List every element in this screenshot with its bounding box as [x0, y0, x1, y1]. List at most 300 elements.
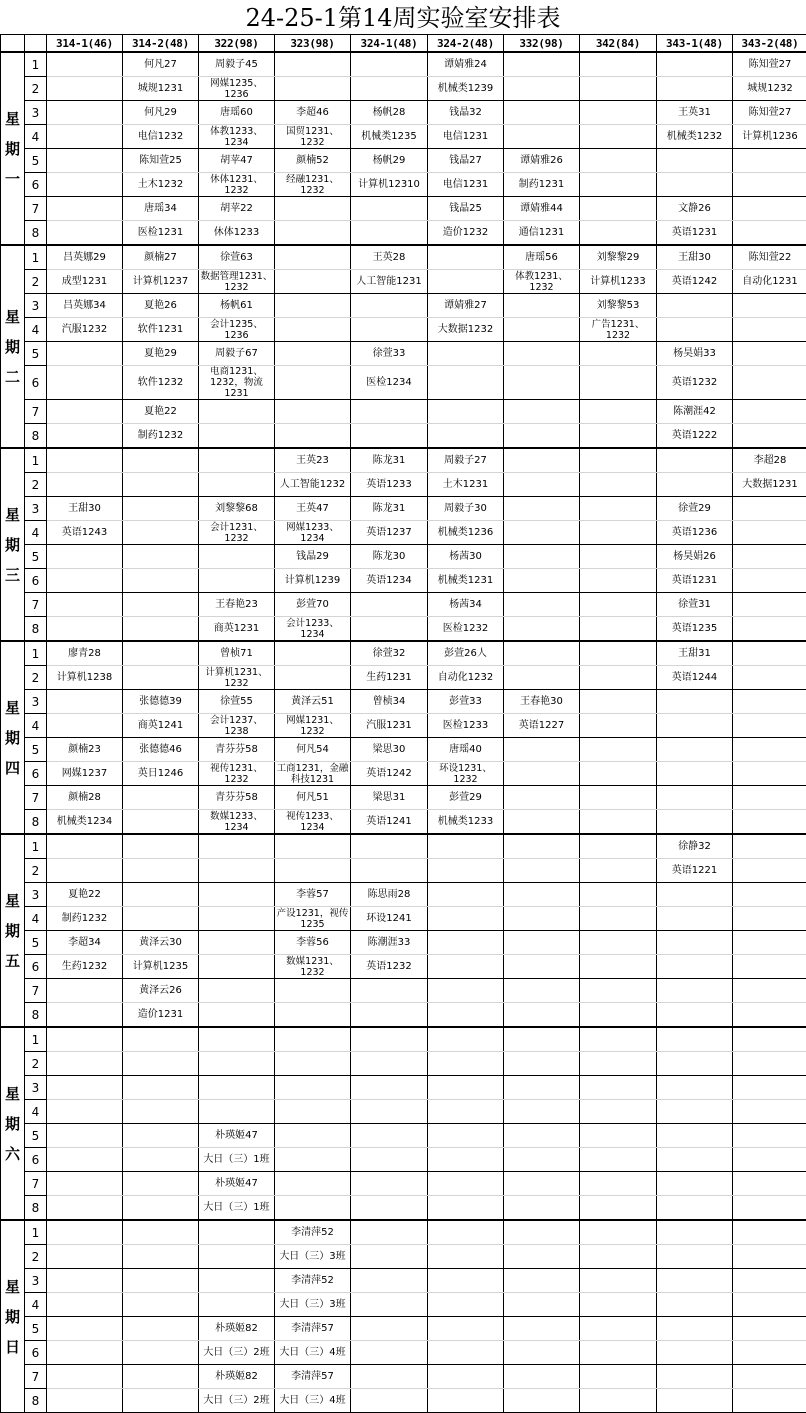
- teacher-cell: [428, 979, 504, 1003]
- period-row: [1, 270, 806, 294]
- teacher-cell: 彭萱26人: [428, 641, 504, 666]
- class-cell: [733, 1148, 806, 1172]
- teacher-cell: [580, 690, 657, 714]
- class-cell: [351, 424, 428, 449]
- class-cell: 土木1231: [428, 473, 504, 497]
- period-row: [1, 617, 806, 642]
- class-cell: [47, 1341, 123, 1365]
- lab-schedule-table: [0, 34, 806, 1413]
- teacher-cell: [47, 979, 123, 1003]
- teacher-cell: [733, 931, 806, 955]
- teacher-cell: [275, 400, 351, 424]
- class-cell: [351, 77, 428, 101]
- class-cell: [123, 1293, 199, 1317]
- teacher-cell: 胡苹47: [199, 149, 275, 173]
- class-cell: 计算机1239: [275, 569, 351, 593]
- teacher-cell: [580, 738, 657, 762]
- teacher-cell: 杨帆28: [351, 101, 428, 125]
- teacher-cell: 谭婧雅44: [504, 197, 580, 221]
- teacher-cell: [504, 342, 580, 366]
- teacher-cell: [428, 834, 504, 859]
- class-cell: [504, 1003, 580, 1028]
- teacher-cell: [428, 400, 504, 424]
- class-cell: [657, 1293, 733, 1317]
- teacher-cell: 梁思30: [351, 738, 428, 762]
- class-cell: [199, 1293, 275, 1317]
- teacher-cell: [504, 545, 580, 569]
- class-cell: [657, 473, 733, 497]
- period-number: 8: [25, 221, 47, 246]
- period-row: [1, 859, 806, 883]
- teacher-cell: [580, 1317, 657, 1341]
- teacher-cell: [123, 448, 199, 473]
- class-cell: 环设1241: [351, 907, 428, 931]
- teacher-cell: 陈思雨28: [351, 883, 428, 907]
- teacher-cell: [733, 1027, 806, 1052]
- period-number: 7: [25, 400, 47, 424]
- teacher-cell: [351, 834, 428, 859]
- teacher-cell: 谭婧雅27: [428, 294, 504, 318]
- class-cell: [580, 810, 657, 835]
- teacher-cell: [47, 834, 123, 859]
- class-cell: [47, 1196, 123, 1221]
- class-cell: 休体1233: [199, 221, 275, 246]
- class-cell: [275, 318, 351, 342]
- class-cell: 制药1232: [123, 424, 199, 449]
- class-cell: 大日（三）1班: [199, 1196, 275, 1221]
- class-cell: [657, 1245, 733, 1269]
- teacher-cell: [199, 448, 275, 473]
- class-cell: 网媒1233、1234: [275, 521, 351, 545]
- class-cell: [351, 1196, 428, 1221]
- class-cell: 造价1231: [123, 1003, 199, 1028]
- teacher-cell: [657, 931, 733, 955]
- teacher-cell: [351, 197, 428, 221]
- class-cell: 英语1231: [657, 569, 733, 593]
- period-number: 7: [25, 979, 47, 1003]
- teacher-cell: [504, 593, 580, 617]
- period-number: 6: [25, 1341, 47, 1365]
- class-cell: 生药1232: [47, 955, 123, 979]
- class-cell: [275, 1100, 351, 1124]
- teacher-cell: [199, 400, 275, 424]
- teacher-cell: 杨昊娟33: [657, 342, 733, 366]
- teacher-cell: 唐瑶56: [504, 245, 580, 270]
- teacher-cell: [47, 690, 123, 714]
- teacher-cell: [123, 1172, 199, 1196]
- period-row: [1, 762, 806, 786]
- period-number: 5: [25, 1124, 47, 1148]
- room-header-row: [1, 35, 806, 53]
- teacher-cell: 黄泽云26: [123, 979, 199, 1003]
- period-row: [1, 1196, 806, 1221]
- teacher-cell: [733, 197, 806, 221]
- teacher-cell: [428, 1220, 504, 1245]
- period-number: 2: [25, 1245, 47, 1269]
- teacher-cell: [275, 52, 351, 77]
- class-cell: [428, 1341, 504, 1365]
- period-row: [1, 448, 806, 473]
- period-row: [1, 473, 806, 497]
- teacher-cell: [580, 1124, 657, 1148]
- period-number: 3: [25, 497, 47, 521]
- class-cell: [199, 1245, 275, 1269]
- class-cell: 国贸1231、1232: [275, 125, 351, 149]
- period-row: [1, 366, 806, 400]
- class-cell: [733, 762, 806, 786]
- teacher-cell: [123, 497, 199, 521]
- teacher-cell: [580, 593, 657, 617]
- class-cell: [47, 569, 123, 593]
- period-row: [1, 1148, 806, 1172]
- period-row: [1, 1172, 806, 1196]
- class-cell: [580, 221, 657, 246]
- teacher-cell: [47, 545, 123, 569]
- teacher-cell: 陈知萱27: [733, 101, 806, 125]
- class-cell: [733, 955, 806, 979]
- teacher-cell: [657, 448, 733, 473]
- period-row: [1, 1124, 806, 1148]
- class-cell: [123, 1341, 199, 1365]
- teacher-cell: 李超46: [275, 101, 351, 125]
- class-cell: [47, 617, 123, 642]
- teacher-cell: [275, 979, 351, 1003]
- teacher-cell: [199, 1220, 275, 1245]
- class-cell: [580, 424, 657, 449]
- class-cell: [657, 1341, 733, 1365]
- teacher-cell: 杨帆29: [351, 149, 428, 173]
- class-cell: [657, 810, 733, 835]
- period-row: [1, 1003, 806, 1028]
- teacher-cell: 文静26: [657, 197, 733, 221]
- teacher-cell: 周毅子67: [199, 342, 275, 366]
- teacher-cell: 陈龙30: [351, 545, 428, 569]
- class-cell: [733, 617, 806, 642]
- teacher-cell: [733, 342, 806, 366]
- teacher-cell: 王英31: [657, 101, 733, 125]
- teacher-cell: [199, 931, 275, 955]
- teacher-cell: [351, 294, 428, 318]
- teacher-cell: [504, 1220, 580, 1245]
- room-header: 322(98): [199, 35, 275, 53]
- class-cell: [733, 569, 806, 593]
- class-cell: [47, 859, 123, 883]
- class-cell: [580, 955, 657, 979]
- period-number: 3: [25, 101, 47, 125]
- period-row: [1, 690, 806, 714]
- class-cell: [428, 1389, 504, 1413]
- class-cell: 工商1231，金融科技1231: [275, 762, 351, 786]
- teacher-cell: 夏艳22: [47, 883, 123, 907]
- class-cell: 医检1232: [428, 617, 504, 642]
- class-cell: 英语1234: [351, 569, 428, 593]
- period-row: [1, 1220, 806, 1245]
- teacher-cell: [47, 342, 123, 366]
- class-cell: [199, 424, 275, 449]
- teacher-cell: [275, 1076, 351, 1100]
- room-header: 323(98): [275, 35, 351, 53]
- period-number: 8: [25, 810, 47, 835]
- period-row: [1, 883, 806, 907]
- period-number: 6: [25, 1148, 47, 1172]
- period-row: [1, 101, 806, 125]
- teacher-cell: [351, 1269, 428, 1293]
- class-cell: 大数据1232: [428, 318, 504, 342]
- period-number: 2: [25, 666, 47, 690]
- teacher-cell: [733, 979, 806, 1003]
- period-number: 3: [25, 1269, 47, 1293]
- day-label: 星期五: [1, 834, 25, 1027]
- class-cell: [47, 125, 123, 149]
- teacher-cell: 刘黎黎68: [199, 497, 275, 521]
- class-cell: 英语1222: [657, 424, 733, 449]
- teacher-cell: 谭婧雅26: [504, 149, 580, 173]
- period-row: [1, 1245, 806, 1269]
- class-cell: 制药1231: [504, 173, 580, 197]
- period-row: [1, 666, 806, 690]
- teacher-cell: [657, 1269, 733, 1293]
- period-row: [1, 738, 806, 762]
- teacher-cell: [47, 1076, 123, 1100]
- class-cell: 英语1221: [657, 859, 733, 883]
- class-cell: [47, 1148, 123, 1172]
- teacher-cell: [351, 1365, 428, 1389]
- teacher-cell: [657, 1027, 733, 1052]
- teacher-cell: [504, 294, 580, 318]
- teacher-cell: [580, 1220, 657, 1245]
- teacher-cell: 唐瑶40: [428, 738, 504, 762]
- teacher-cell: [580, 883, 657, 907]
- teacher-cell: [123, 883, 199, 907]
- teacher-cell: [428, 1027, 504, 1052]
- class-cell: [657, 714, 733, 738]
- class-cell: [351, 617, 428, 642]
- class-cell: 大数据1231: [733, 473, 806, 497]
- teacher-cell: [657, 1220, 733, 1245]
- class-cell: [504, 1052, 580, 1076]
- teacher-cell: [580, 197, 657, 221]
- class-cell: 成型1231: [47, 270, 123, 294]
- teacher-cell: [275, 834, 351, 859]
- period-row: [1, 810, 806, 835]
- teacher-cell: 夏艳22: [123, 400, 199, 424]
- teacher-cell: [580, 149, 657, 173]
- class-cell: [275, 1003, 351, 1028]
- class-cell: [428, 1003, 504, 1028]
- period-number: 2: [25, 473, 47, 497]
- class-cell: 机械类1235: [351, 125, 428, 149]
- teacher-cell: 陈潮涯42: [657, 400, 733, 424]
- class-cell: [351, 859, 428, 883]
- class-cell: 机械类1239: [428, 77, 504, 101]
- class-cell: [47, 714, 123, 738]
- class-cell: [199, 1052, 275, 1076]
- teacher-cell: [275, 1172, 351, 1196]
- class-cell: [504, 907, 580, 931]
- class-cell: 电信1232: [123, 125, 199, 149]
- teacher-cell: [504, 834, 580, 859]
- room-header: 314-1(46): [47, 35, 123, 53]
- period-row: [1, 641, 806, 666]
- class-cell: 环设1231、1232: [428, 762, 504, 786]
- class-cell: 网媒1231、1232: [275, 714, 351, 738]
- period-row: [1, 1317, 806, 1341]
- teacher-cell: [580, 1027, 657, 1052]
- class-cell: [123, 1389, 199, 1413]
- class-cell: [504, 125, 580, 149]
- class-cell: 英语1242: [657, 270, 733, 294]
- class-cell: [733, 714, 806, 738]
- teacher-cell: [504, 883, 580, 907]
- teacher-cell: [47, 1172, 123, 1196]
- teacher-cell: 何凡27: [123, 52, 199, 77]
- teacher-cell: [504, 1317, 580, 1341]
- class-cell: [733, 1052, 806, 1076]
- teacher-cell: 青芬芬58: [199, 738, 275, 762]
- class-cell: 计算机1236: [733, 125, 806, 149]
- class-cell: [580, 1148, 657, 1172]
- teacher-cell: [733, 294, 806, 318]
- class-cell: [504, 473, 580, 497]
- teacher-cell: [123, 1365, 199, 1389]
- teacher-cell: [657, 979, 733, 1003]
- class-cell: [199, 859, 275, 883]
- class-cell: [47, 424, 123, 449]
- teacher-cell: 唐瑶34: [123, 197, 199, 221]
- class-cell: 英语1242: [351, 762, 428, 786]
- class-cell: 计算机1237: [123, 270, 199, 294]
- class-cell: [504, 1341, 580, 1365]
- teacher-cell: [580, 1269, 657, 1293]
- teacher-cell: 朴瑛姬47: [199, 1124, 275, 1148]
- teacher-cell: [580, 834, 657, 859]
- class-cell: 视传1231、1232: [199, 762, 275, 786]
- class-cell: [504, 666, 580, 690]
- teacher-cell: [47, 1365, 123, 1389]
- period-number: 2: [25, 859, 47, 883]
- teacher-cell: 李清萍57: [275, 1317, 351, 1341]
- teacher-cell: 杨茜30: [428, 545, 504, 569]
- teacher-cell: [580, 545, 657, 569]
- teacher-cell: [351, 52, 428, 77]
- period-row: [1, 1027, 806, 1052]
- period-row: [1, 931, 806, 955]
- class-cell: 计算机1231、1232: [199, 666, 275, 690]
- class-cell: 大日（三）4班: [275, 1389, 351, 1413]
- teacher-cell: [504, 497, 580, 521]
- class-cell: 土木1232: [123, 173, 199, 197]
- period-number: 5: [25, 1317, 47, 1341]
- class-cell: 制药1232: [47, 907, 123, 931]
- class-cell: [657, 77, 733, 101]
- class-cell: 电信1231: [428, 173, 504, 197]
- teacher-cell: 夏艳29: [123, 342, 199, 366]
- class-cell: [733, 1293, 806, 1317]
- class-cell: [428, 1196, 504, 1221]
- class-cell: [733, 318, 806, 342]
- period-row: [1, 1269, 806, 1293]
- teacher-cell: [733, 834, 806, 859]
- class-cell: [504, 1389, 580, 1413]
- teacher-cell: 徐萱29: [657, 497, 733, 521]
- room-header: 343-1(48): [657, 35, 733, 53]
- teacher-cell: [351, 1317, 428, 1341]
- class-cell: [47, 1003, 123, 1028]
- teacher-cell: [504, 1076, 580, 1100]
- class-cell: 英语1237: [351, 521, 428, 545]
- period-row: [1, 149, 806, 173]
- teacher-cell: [733, 1317, 806, 1341]
- class-cell: [123, 1052, 199, 1076]
- period-number: 7: [25, 786, 47, 810]
- teacher-cell: 徐萱32: [351, 641, 428, 666]
- class-cell: [580, 1003, 657, 1028]
- teacher-cell: [657, 1317, 733, 1341]
- class-cell: [428, 1052, 504, 1076]
- teacher-cell: [47, 448, 123, 473]
- teacher-cell: 王甜31: [657, 641, 733, 666]
- teacher-cell: [504, 448, 580, 473]
- class-cell: [123, 569, 199, 593]
- class-cell: [123, 617, 199, 642]
- period-row: [1, 714, 806, 738]
- teacher-cell: [504, 1027, 580, 1052]
- class-cell: [351, 1245, 428, 1269]
- teacher-cell: [733, 593, 806, 617]
- schedule-body: [1, 52, 806, 1413]
- teacher-cell: 彭萱33: [428, 690, 504, 714]
- teacher-cell: [199, 979, 275, 1003]
- teacher-cell: 颜楠52: [275, 149, 351, 173]
- teacher-cell: 杨茜34: [428, 593, 504, 617]
- teacher-cell: [657, 149, 733, 173]
- teacher-cell: 彭萱70: [275, 593, 351, 617]
- class-cell: [580, 173, 657, 197]
- class-cell: [199, 473, 275, 497]
- teacher-cell: [428, 1269, 504, 1293]
- teacher-cell: [428, 1365, 504, 1389]
- teacher-cell: [580, 1365, 657, 1389]
- class-cell: [123, 1245, 199, 1269]
- class-cell: [733, 1100, 806, 1124]
- teacher-cell: [275, 1027, 351, 1052]
- teacher-cell: [733, 883, 806, 907]
- teacher-cell: [47, 52, 123, 77]
- class-cell: [580, 473, 657, 497]
- teacher-cell: [657, 738, 733, 762]
- class-cell: 电商1231、1232，物流1231: [199, 366, 275, 400]
- header-corner: [1, 35, 25, 53]
- class-cell: 电信1231: [428, 125, 504, 149]
- teacher-cell: [199, 545, 275, 569]
- period-row: [1, 786, 806, 810]
- teacher-cell: [199, 834, 275, 859]
- room-header: 342(84): [580, 35, 657, 53]
- class-cell: [351, 1293, 428, 1317]
- class-cell: 数媒1231、1232: [275, 955, 351, 979]
- teacher-cell: [199, 883, 275, 907]
- class-cell: [733, 366, 806, 400]
- period-row: [1, 1293, 806, 1317]
- class-cell: [428, 907, 504, 931]
- teacher-cell: [504, 1365, 580, 1389]
- class-cell: [123, 1148, 199, 1172]
- class-cell: 自动化1232: [428, 666, 504, 690]
- class-cell: [47, 221, 123, 246]
- class-cell: [123, 666, 199, 690]
- class-cell: [504, 617, 580, 642]
- teacher-cell: 朴瑛姬82: [199, 1317, 275, 1341]
